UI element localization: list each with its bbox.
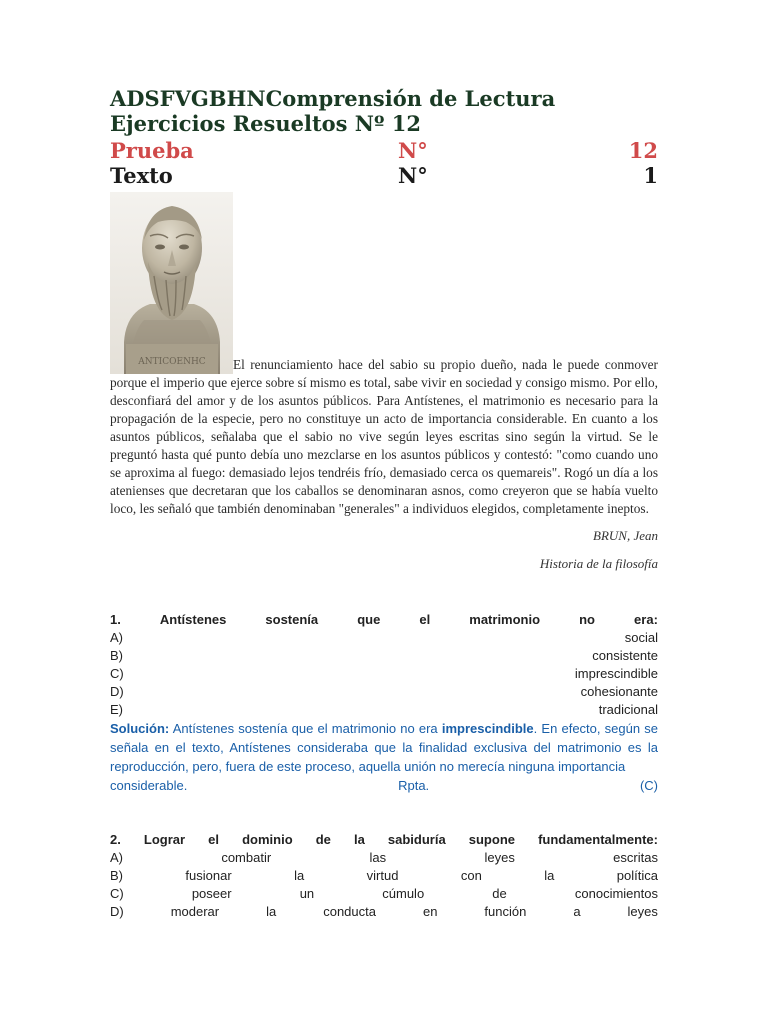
question-1-option-e — [110, 701, 658, 719]
option-text: cohesionante — [580, 684, 658, 699]
question-2-word: 2. — [110, 832, 121, 847]
option-word: fusionar — [185, 868, 232, 883]
option-text: tradicional — [598, 702, 658, 717]
question-1-option-c — [110, 665, 658, 683]
solution-last-line — [110, 776, 658, 795]
option-word: política — [616, 868, 658, 883]
option-word: las — [369, 850, 387, 865]
option-letter: C) — [110, 666, 124, 681]
solution-rpta: Rpta. — [398, 778, 430, 793]
option-word: la — [266, 904, 277, 919]
question-1-word: el — [419, 612, 431, 627]
option-letter: B) — [110, 648, 123, 663]
option-text: imprescindible — [574, 666, 658, 681]
solution-pre: Antístenes sostenía que el matrimonio no era — [172, 721, 438, 736]
option-word: escritas — [613, 850, 658, 865]
option-word: a — [573, 904, 581, 919]
option-letter: C) — [110, 886, 124, 901]
option-text: social — [624, 630, 658, 645]
question-2-word: el — [208, 832, 220, 847]
question-1-word: que — [357, 612, 381, 627]
bust-image — [110, 192, 233, 374]
question-1-option-b — [110, 647, 658, 665]
question-1-option-d — [110, 683, 658, 701]
option-letter: A) — [110, 850, 123, 865]
document-title-line2: Ejercicios Resueltos Nº 12 — [110, 111, 422, 136]
passage-body: El renunciamiento hace del sabio su propio dueño, nada le puede conmover porque el imperio que ejerce sobre sí mismo es total, sabe vivir en sociedad y consigo mismo. Por ello, desconfiará del amor y de los asuntos públicos. Para Antístenes, el matrimonio es necesario para la propagación de la especie, pero no constituye un acto de importancia considerable. En cuanto a los asuntos públicos, señalaba que el sabio no vive según leyes escritas sino según la virtud. Se le preguntó hasta qué punto debía uno mezclarse en los asuntos públicos y contestó: "como cuando uno se aproxima al fuego: demasiado lejos tendréis frío, demasiado cerca os quemareis". Rogó un día a los atenienses que decretaran que los caballos se denominaran asnos, como creyeron que se había vuelto loco, les señaló que también denominaban "generales" a individuos elegidos, completamente ineptos. — [110, 357, 658, 516]
texto-label: Texto — [110, 163, 173, 188]
option-word: leyes — [484, 850, 515, 865]
question-1-word: Antístenes — [159, 612, 227, 627]
question-2-word: dominio — [242, 832, 293, 847]
question-1-word: sostenía — [265, 612, 319, 627]
prueba-number: 12 — [628, 138, 658, 163]
texto-number: 1 — [643, 163, 658, 188]
question-1-option-a — [110, 629, 658, 647]
solution-body — [110, 719, 658, 776]
question-1-solution — [110, 719, 658, 795]
option-word: la — [294, 868, 305, 883]
question-2-word: fundamentalmente: — [538, 832, 658, 847]
document-page — [110, 86, 658, 921]
question-2-word: de — [315, 832, 331, 847]
question-2-option-d — [110, 903, 658, 921]
option-word: con — [460, 868, 482, 883]
option-word: leyes — [627, 904, 658, 919]
option-letter: D) — [110, 684, 124, 699]
solution-answer-letter: (C) — [639, 778, 658, 793]
solution-post: . En efecto, según se señala en el texto, Antístenes consideraba que la finalidad exclusiva del matrimonio es la reproducción, pero, fuera de este proceso, aquella unión no merecía ninguna importancia — [110, 721, 658, 774]
citation-book: Historia de la filosofía — [539, 556, 658, 571]
option-word: moderar — [170, 904, 220, 919]
solution-answer: imprescindible — [441, 721, 534, 736]
option-word: la — [544, 868, 555, 883]
option-letter: E) — [110, 702, 123, 717]
question-2 — [110, 831, 658, 921]
option-word: cúmulo — [382, 886, 425, 901]
question-2-stem — [110, 831, 658, 849]
texto-row — [110, 163, 658, 188]
prueba-row — [110, 138, 658, 163]
solution-label: Solución: — [110, 721, 170, 736]
citation-author: BRUN, Jean — [593, 528, 658, 543]
prueba-label: Prueba — [110, 138, 194, 163]
option-word: función — [484, 904, 527, 919]
option-letter: A) — [110, 630, 123, 645]
question-1-word: no — [579, 612, 595, 627]
question-2-option-a — [110, 849, 658, 867]
question-1 — [110, 611, 658, 795]
question-1-word: era: — [634, 612, 658, 627]
option-word: conducta — [323, 904, 376, 919]
option-text: consistente — [592, 648, 658, 663]
question-1-word: 1. — [110, 612, 121, 627]
option-letter: D) — [110, 904, 124, 919]
question-2-word: sabiduría — [387, 832, 446, 847]
option-word: poseer — [191, 886, 232, 901]
option-word: conocimientos — [574, 886, 658, 901]
option-word: un — [299, 886, 315, 901]
option-word: combatir — [221, 850, 272, 865]
bust-image-container — [110, 192, 658, 374]
question-1-stem — [110, 611, 658, 629]
svg-text:ANTICOENHC: ANTICOENHC — [138, 357, 206, 367]
solution-last-word: considerable. — [110, 778, 188, 793]
option-letter: B) — [110, 868, 123, 883]
passage-text — [110, 356, 658, 518]
texto-number-sign: N° — [398, 163, 428, 188]
question-2-word: la — [353, 832, 365, 847]
option-word: en — [422, 904, 438, 919]
option-word: de — [492, 886, 507, 901]
question-2-option-c — [110, 885, 658, 903]
prueba-number-sign: N° — [398, 138, 428, 163]
question-2-word: Lograr — [143, 832, 186, 847]
option-word: virtud — [366, 868, 399, 883]
document-title-line1: ADSFVGBHNComprensión de Lectura — [110, 86, 556, 111]
question-1-word: matrimonio — [469, 612, 541, 627]
question-2-word: supone — [468, 832, 515, 847]
question-2-option-b — [110, 867, 658, 885]
passage-container — [110, 356, 658, 518]
